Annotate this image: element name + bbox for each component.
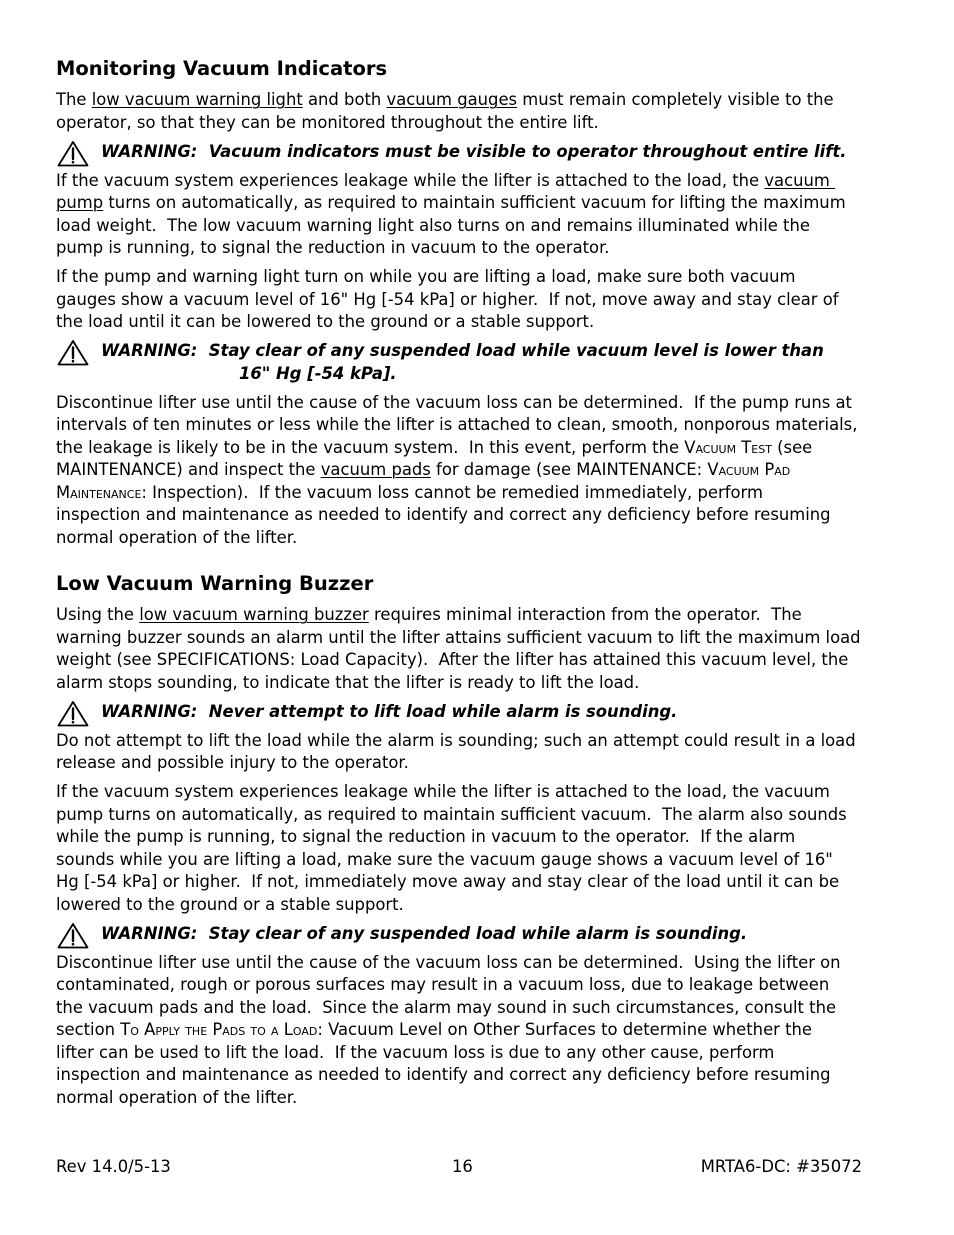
text-run: requires minimal interaction from the operator. The: [368, 605, 802, 624]
text-line: the load until it can be lowered to the ground or a stable support.: [56, 312, 595, 331]
page-footer: [0, 1156, 954, 1179]
text-line: Hg [-54 kPa] or higher. If not, immediately move away and stay clear of the load until it can be: [56, 872, 840, 891]
underlined-term: vacuum gauges: [386, 90, 518, 109]
text-line: load weight. The low vacuum warning light also turns on and remains illuminated while the: [56, 215, 810, 235]
warning-text: WARNING: Stay clear of any suspended load while alarm is sounding.: [101, 923, 748, 943]
text-run: must remain completely visible to the: [517, 90, 834, 109]
text-line: intervals of ten minutes or less while the lifter is attached to clean, smooth, nonporous materials,: [56, 415, 858, 434]
warning-triangle-icon: [57, 700, 89, 727]
paragraph: [56, 730, 896, 775]
text-line: [56, 192, 896, 215]
text-run: the leakage is likely to be in the vacuum system. In this event, perform the: [56, 437, 685, 457]
text-line: lowered to the ground or a stable support.: [56, 894, 404, 914]
warning-triangle-icon: [57, 339, 89, 366]
revision-label: Rev 14.0/5-13: [56, 1157, 171, 1176]
text-line: pump turns on automatically, as required to maintain sufficient vacuum. The alarm also sounds: [56, 804, 847, 824]
text-line: If the vacuum system experiences leakage while the lifter is attached to the load, the vacuum: [56, 782, 830, 801]
warning-text: WARNING: Never attempt to lift load while alarm is sounding.: [101, 701, 678, 721]
text-line: inspection and maintenance as needed to identify and correct any deficiency before resuming: [56, 1065, 831, 1084]
text-run: and both: [302, 90, 387, 109]
text-run: Using the: [56, 605, 140, 624]
text-run: If the vacuum system experiences leakage while the lifter is attached to the load, the: [56, 170, 765, 190]
warning-notice: [56, 141, 896, 164]
text-line: lifter can be used to lift the load. If the vacuum loss is due to any other cause, perform: [56, 1042, 775, 1062]
text-line: operator, so that they can be monitored throughout the entire lift.: [56, 112, 599, 132]
text-line: sounds while you are lifting a load, make sure the vacuum gauge shows a vacuum level of 16": [56, 849, 833, 869]
warning-notice: [56, 340, 896, 385]
warning-triangle-icon: [57, 922, 89, 949]
warning-text: 16" Hg [-54 kPa].: [239, 363, 397, 383]
section-reference: To Apply the Pads to a Load: [120, 1020, 318, 1039]
text-line: the vacuum pads and the load. Since the alarm may sound in such circumstances, consult the: [56, 997, 837, 1017]
underlined-term: low vacuum warning light: [91, 90, 303, 109]
text-run: : Inspection). If the vacuum loss cannot be remedied immediately, perform: [141, 482, 763, 502]
text-run: The: [56, 90, 92, 109]
section-heading: Low Vacuum Warning Buzzer: [56, 572, 374, 595]
text-line: while the pump is running, to signal the reduction in vacuum to the operator. If the alarm: [56, 827, 796, 846]
text-line: pump is running, to signal the reduction in vacuum to the operator.: [56, 238, 610, 257]
text-line: contaminated, rough or porous surfaces may result in a vacuum loss, due to leakage between: [56, 975, 830, 994]
text-line: alarm stops sounding, to indicate that the lifter is ready to lift the load.: [56, 672, 640, 692]
page-content: [56, 57, 896, 1109]
paragraph: [56, 781, 896, 916]
text-line: weight (see SPECIFICATIONS: Load Capacity). After the lifter has attained this vacuum level, the: [56, 650, 849, 669]
underlined-term: low vacuum warning buzzer: [139, 605, 369, 624]
section-reference: Maintenance: [56, 482, 142, 502]
section-reference: Vacuum Test: [684, 437, 772, 457]
text-line: [56, 604, 896, 627]
underlined-term: pump: [56, 193, 104, 212]
text-run: turns on automatically, as required to maintain sufficient vacuum for lifting the maximum: [103, 193, 846, 212]
text-run: (see: [771, 437, 813, 457]
text-line: [56, 482, 896, 505]
warning-notice: [56, 923, 896, 946]
text-line: [56, 89, 896, 112]
text-line: Discontinue lifter use until the cause of the vacuum loss can be determined. If the pump runs at: [56, 392, 852, 412]
underlined-term: vacuum pads: [320, 460, 431, 479]
text-run: for damage (see MAINTENANCE:: [430, 460, 708, 479]
text-line: [56, 437, 896, 460]
warning-notice: [56, 701, 896, 724]
paragraph: [56, 266, 896, 334]
text-line: normal operation of the lifter.: [56, 1087, 298, 1107]
document-id: MRTA6-DC: #35072: [700, 1157, 862, 1176]
paragraph: [56, 89, 896, 134]
text-line: release and possible injury to the operator.: [56, 753, 409, 772]
paragraph: [56, 604, 896, 694]
warning-triangle-icon: [57, 140, 89, 167]
paragraph: [56, 952, 896, 1110]
section-monitoring-vacuum-indicators: [56, 57, 896, 549]
text-line: normal operation of the lifter.: [56, 527, 298, 547]
section-reference: Vacuum Pad: [707, 460, 791, 479]
warning-text: WARNING: Vacuum indicators must be visible to operator throughout entire lift.: [101, 141, 847, 161]
text-line: gauges show a vacuum level of 16" Hg [-54 kPa] or higher. If not, move away and stay clear of: [56, 289, 839, 309]
text-line: [56, 459, 896, 482]
text-line: [56, 170, 896, 193]
text-line: Discontinue lifter use until the cause of the vacuum loss can be determined. Using the lifter on: [56, 952, 841, 972]
text-line: [56, 1019, 896, 1042]
text-run: : Vacuum Level on Other Surfaces to determine whether the: [317, 1020, 813, 1039]
underlined-term: vacuum: [764, 170, 836, 190]
page-number: 16: [452, 1157, 473, 1176]
section-heading: Monitoring Vacuum Indicators: [56, 57, 388, 80]
text-line: If the pump and warning light turn on while you are lifting a load, make sure both vacuum: [56, 267, 796, 286]
warning-text: WARNING: Stay clear of any suspended load while vacuum level is lower than: [101, 341, 824, 360]
text-run: MAINTENANCE) and inspect the: [56, 460, 321, 479]
section-low-vacuum-warning-buzzer: [56, 572, 896, 1109]
text-line: Do not attempt to lift the load while the alarm is sounding; such an attempt could result in a load: [56, 730, 856, 750]
paragraph: [56, 170, 896, 260]
paragraph: [56, 392, 896, 550]
text-run: section: [56, 1020, 121, 1039]
text-line: inspection and maintenance as needed to identify and correct any deficiency before resuming: [56, 505, 831, 524]
text-line: warning buzzer sounds an alarm until the lifter attains sufficient vacuum to lift the maximum load: [56, 627, 861, 647]
